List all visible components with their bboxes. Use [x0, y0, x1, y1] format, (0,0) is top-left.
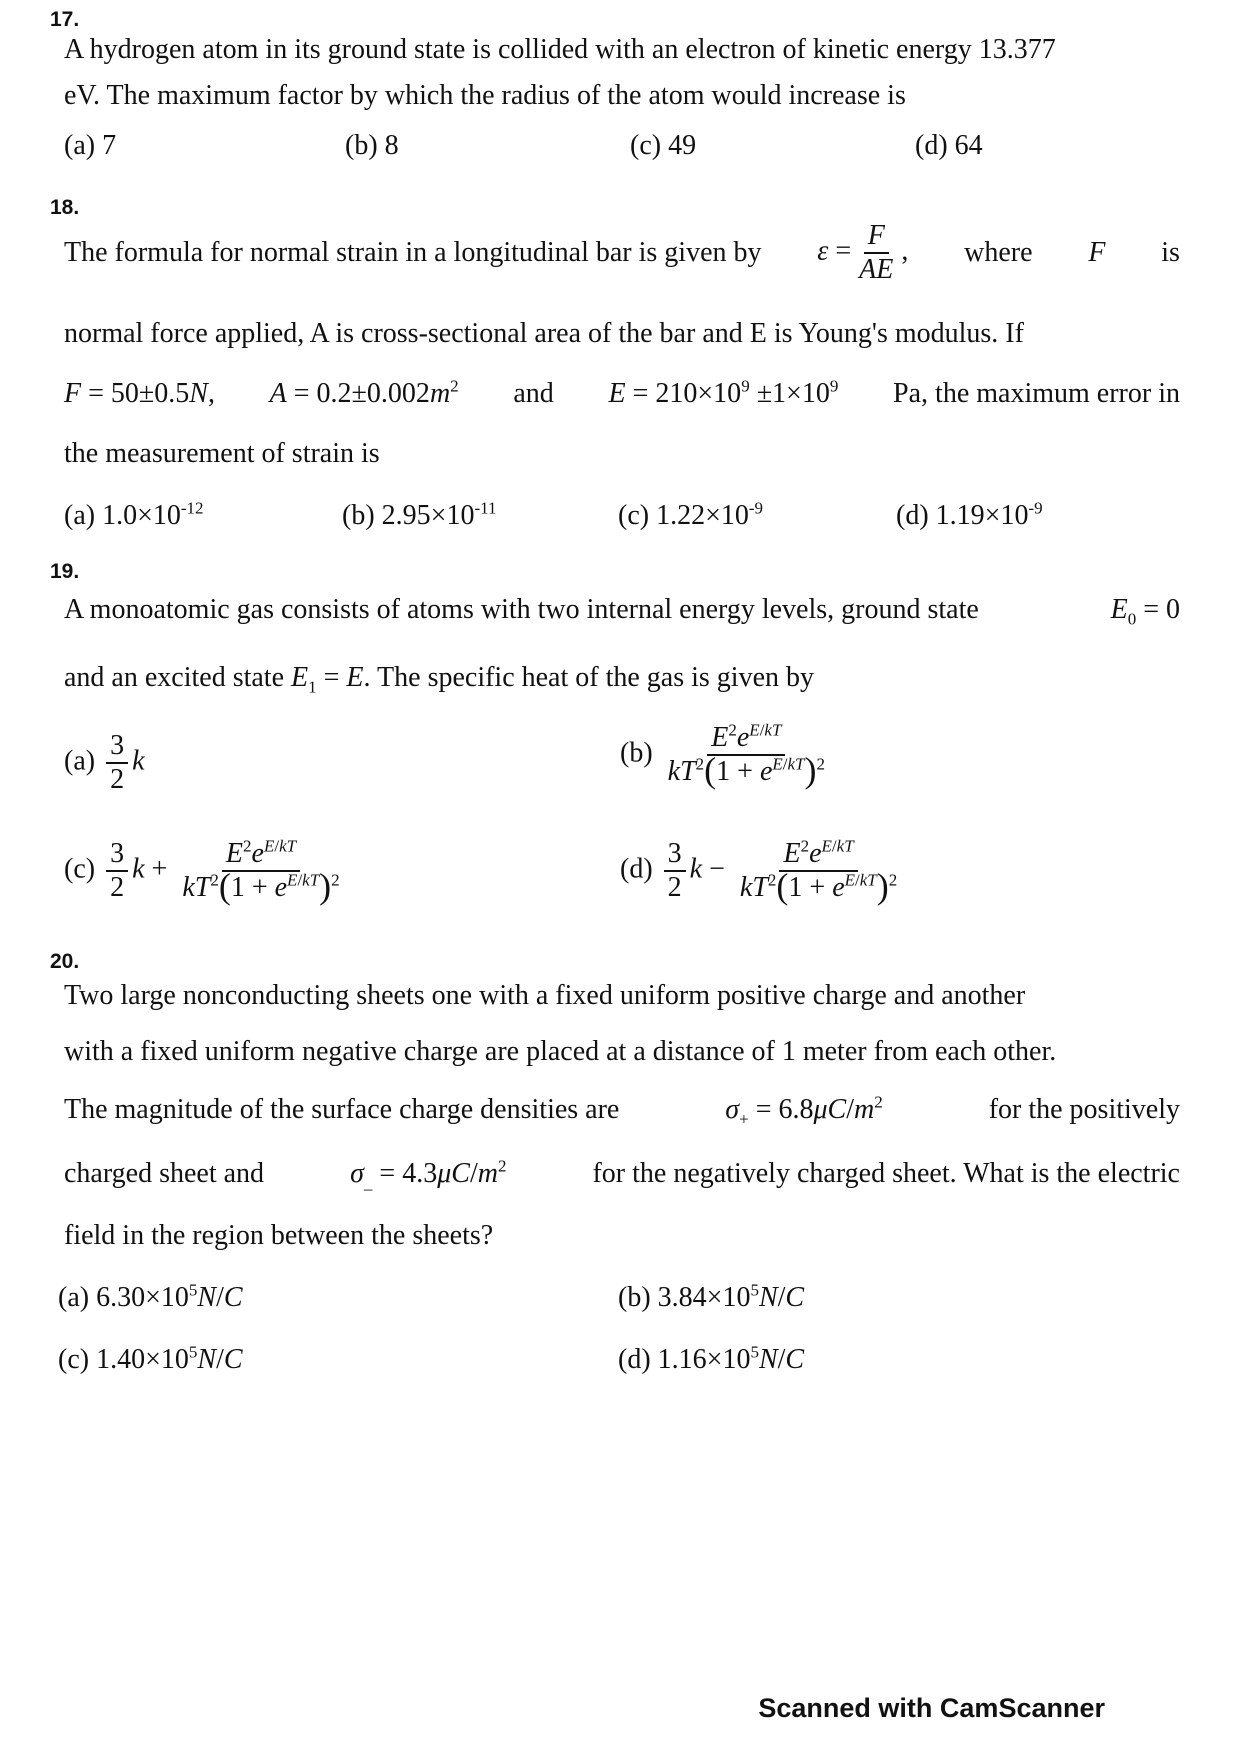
- option-label: (b): [620, 737, 653, 769]
- value-sigma-minus: $\sigma_{\_} = 4.3\mu C/m^2$: [350, 1156, 507, 1193]
- option-value: 6.30: [96, 1282, 146, 1313]
- text-segment: and an excited state: [64, 662, 285, 693]
- text-segment: charged sheet and: [64, 1158, 265, 1189]
- option-value: 1.40: [96, 1344, 146, 1375]
- text-segment: where: [964, 237, 1033, 269]
- option-label: (c): [618, 500, 650, 531]
- question-text: Two large nonconducting sheets one with a fixed uniform positive charge and another: [64, 980, 1026, 1011]
- option-b: (b) $3.84\times 10^5N/C$: [618, 1280, 805, 1313]
- value-E0: $E_0 = 0$: [1110, 594, 1180, 629]
- option-value: 2.95: [381, 500, 431, 531]
- question-number: 20.: [50, 950, 80, 973]
- option-c: (c) 49: [630, 130, 697, 161]
- value-F: F = 50±0.5N,: [64, 378, 215, 409]
- option-label: (d): [618, 1344, 651, 1375]
- question-text: normal force applied, A is cross-sectional area of the bar and E is Young's modulus. If: [64, 318, 1024, 349]
- question-text: eV. The maximum factor by which the radius of the atom would increase is: [64, 80, 906, 111]
- option-label: (a): [64, 745, 96, 777]
- value-E: $E = 210\times 10^9 \pm 1\times 10^9$: [608, 376, 839, 409]
- question-text-line: [64, 378, 1180, 410]
- option-a: (a) 7: [64, 130, 117, 161]
- variable-F: F: [1088, 237, 1106, 269]
- question-text-line: [64, 1092, 1180, 1129]
- option-label: (b): [342, 500, 375, 531]
- text-segment: for the negatively charged sheet. What is the electric: [592, 1158, 1180, 1189]
- option-b: (b) 8: [345, 130, 399, 161]
- option-value: 1.19: [935, 500, 985, 531]
- option-c: (c) $\frac{3}{2}$ k + $\frac{E^2e^{E/kT}}{kT^2(1 + e^{E/kT})^2}$: [64, 836, 340, 907]
- option-label: (a): [64, 500, 96, 531]
- option-d: (d) 64: [915, 130, 983, 161]
- option-exponent: -12: [180, 498, 204, 518]
- option-label: (a): [58, 1282, 90, 1313]
- value-A: $A = 0.2\pm 0.002m^2$: [269, 376, 459, 409]
- question-text: A hydrogen atom in its ground state is collided with an electron of kinetic energy 13.377: [64, 34, 1056, 65]
- option-exponent: -9: [748, 498, 764, 518]
- text-segment: The magnitude of the surface charge densities are: [64, 1094, 620, 1125]
- option-label: (b): [618, 1282, 651, 1313]
- question-text-line: [64, 220, 1180, 286]
- question-text-line: [64, 1156, 1180, 1193]
- option-label: (c): [64, 853, 96, 885]
- option-b: (b) $2.95\times 10^{-11}$: [342, 498, 497, 531]
- text-segment: is: [1161, 237, 1180, 269]
- question-text: field in the region between the sheets?: [64, 1220, 494, 1251]
- option-value: 1.22: [656, 500, 706, 531]
- option-value: 1.16: [657, 1344, 707, 1375]
- option-exponent: -9: [1028, 498, 1043, 518]
- option-exponent: -11: [474, 498, 497, 518]
- scanner-watermark: Scanned with CamScanner: [758, 1693, 1105, 1723]
- question-text: with a fixed uniform negative charge are placed at a distance of 1 meter from each other.: [64, 1036, 1057, 1067]
- text-segment: The specific heat of the gas is given by: [377, 662, 814, 693]
- text-segment: Pa, the maximum error in: [893, 378, 1180, 409]
- option-d: (d) $1.19\times 10^{-9}$: [896, 498, 1043, 531]
- question-text-line: [64, 594, 1180, 629]
- option-b: (b) $\frac{E^2e^{E/kT}}{kT^2(1 + e^{E/kT})^2}$: [620, 720, 826, 791]
- option-value: 1.0: [102, 500, 138, 531]
- strain-formula: ε = $\frac{F}{AE}$ ,: [817, 220, 909, 286]
- question-number: 18.: [50, 196, 80, 219]
- question-number: 19.: [50, 560, 80, 583]
- option-a: (a) $\frac{3}{2}$ k: [64, 730, 145, 796]
- option-d: (d) $\frac{3}{2}$ k − $\frac{E^2e^{E/kT}}{kT^2(1 + e^{E/kT})^2}$: [620, 836, 898, 907]
- text-segment: The formula for normal strain in a longitudinal bar is given by: [64, 237, 762, 269]
- question-text-line: [64, 662, 1180, 697]
- text-segment: for the positively: [988, 1094, 1180, 1125]
- question-number: 17.: [50, 8, 80, 31]
- option-a: (a) $1.0\times 10^{-12}$: [64, 498, 204, 531]
- text-and: and: [513, 378, 554, 409]
- option-d: (d) $1.16\times 10^5N/C$: [618, 1342, 805, 1375]
- option-label: (d): [620, 853, 653, 885]
- option-value: 3.84: [657, 1282, 707, 1313]
- option-label: (c): [58, 1344, 90, 1375]
- option-c: (c) $1.40\times 10^5N/C$: [58, 1342, 243, 1375]
- option-label: (d): [896, 500, 929, 531]
- value-sigma-plus: $\sigma_+ = 6.8\mu C/m^2$: [725, 1092, 883, 1129]
- option-a: (a) $6.30\times 10^5N/C$: [58, 1280, 243, 1313]
- value-E1: $E_1 = E$.: [291, 662, 371, 697]
- option-c: (c) $1.22\times 10^{-9}$: [618, 498, 764, 531]
- text-segment: A monoatomic gas consists of atoms with two internal energy levels, ground state: [64, 594, 979, 625]
- question-text: the measurement of strain is: [64, 438, 380, 469]
